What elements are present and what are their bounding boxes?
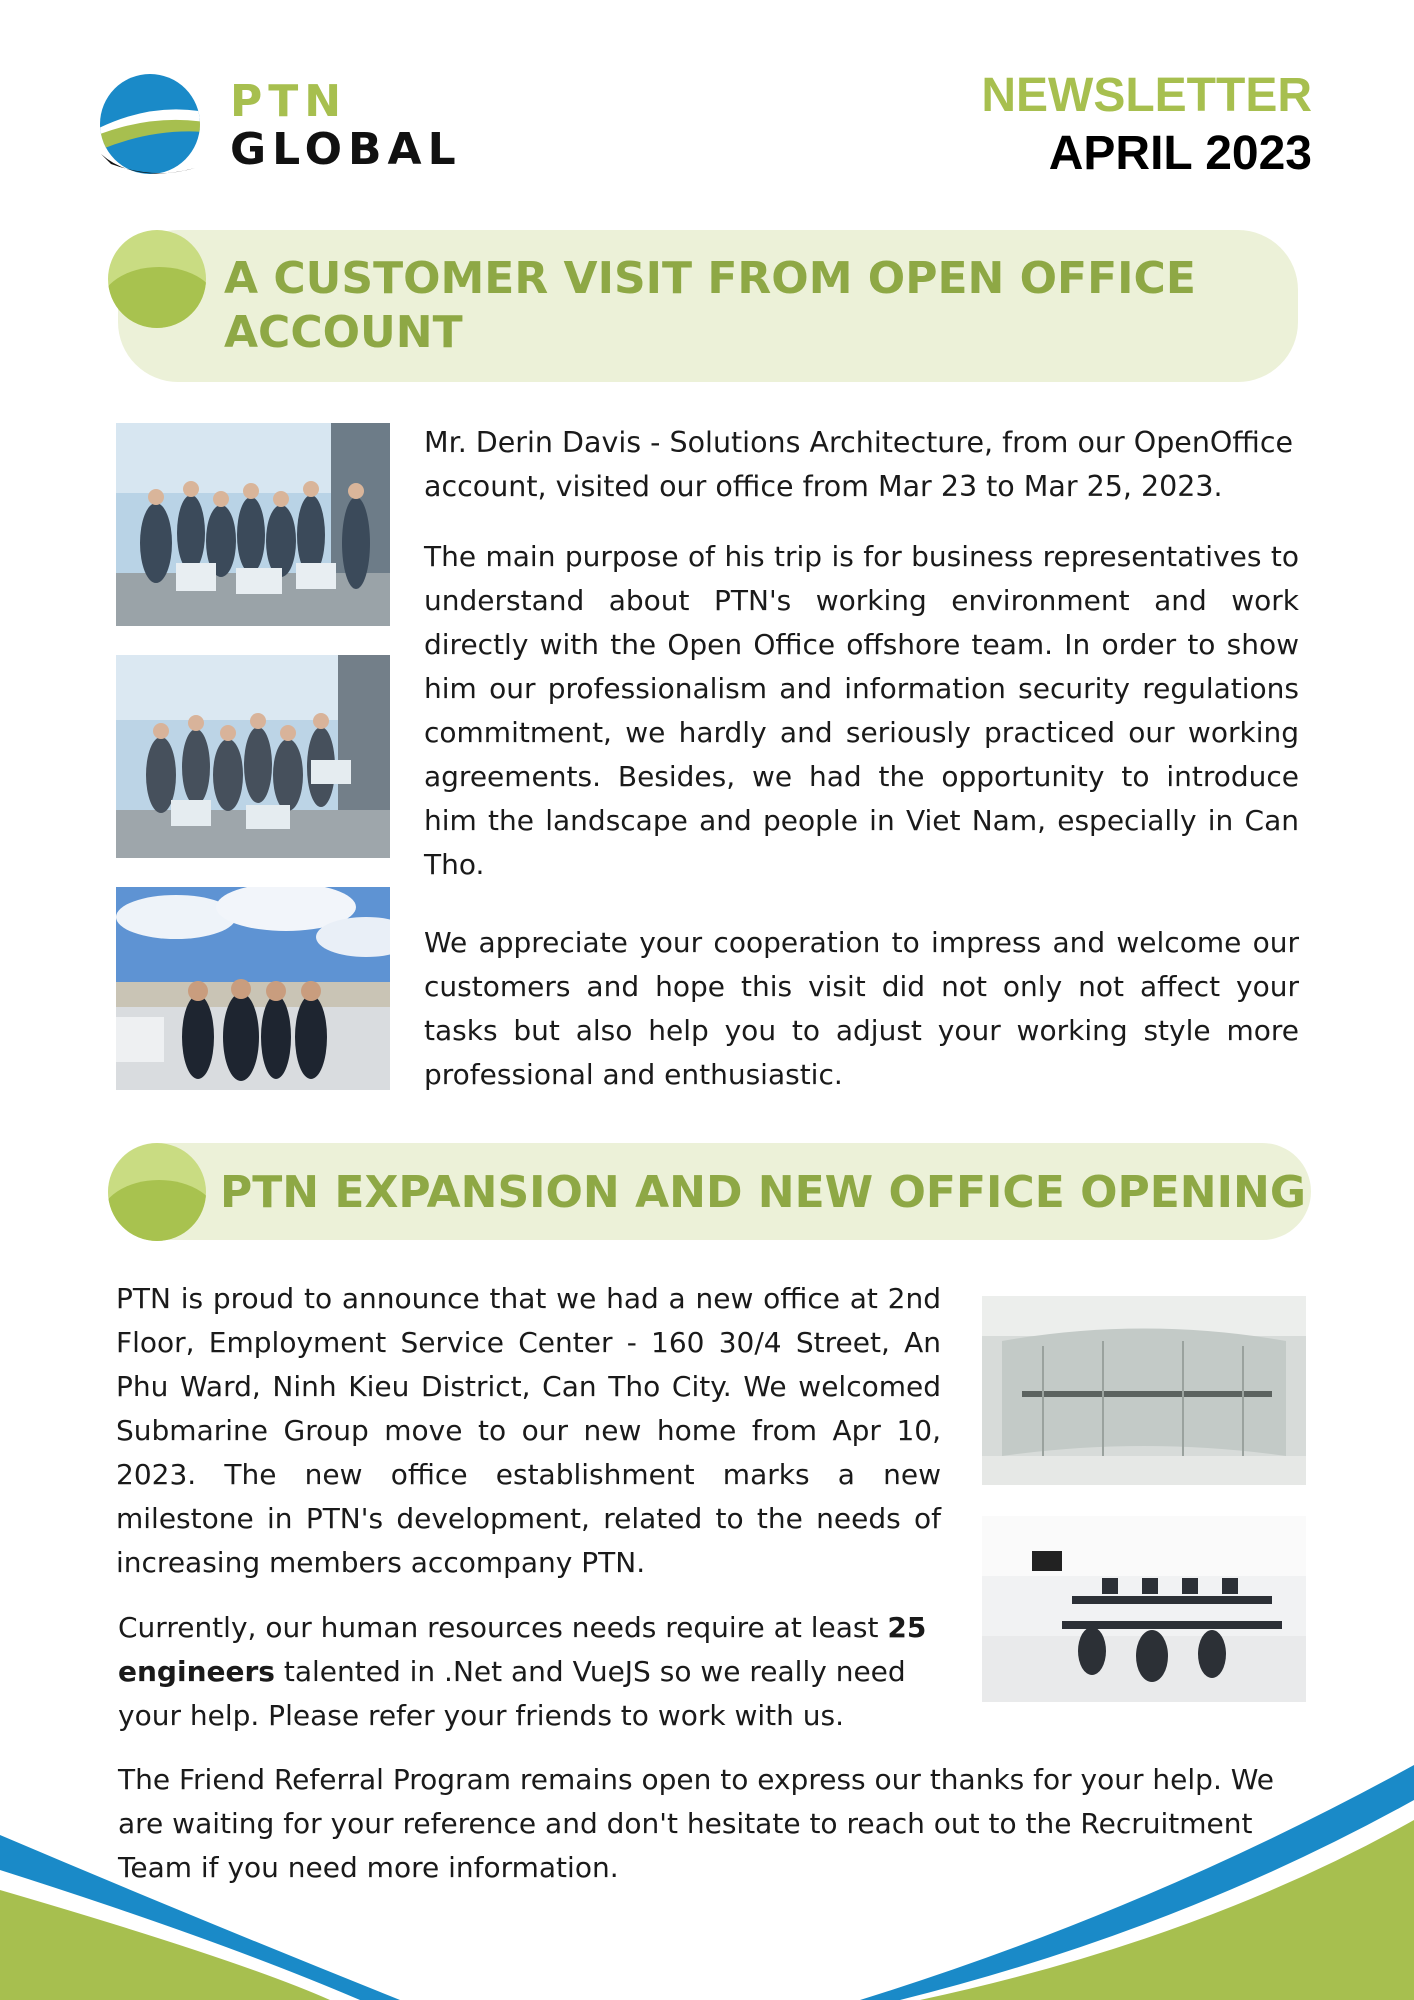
hiring-highlight: 25 engineers: [118, 1611, 927, 1688]
section1-banner-circle-icon: [108, 230, 206, 328]
section1-title: A CUSTOMER VISIT FROM OPEN OFFICE ACCOUNT: [224, 253, 1196, 358]
section1-appreciation: We appreciate your cooperation to impress and welcome our customers and hope this visit did not only not affect your tasks but also help you to adjust your working style more professional and enthusiastic.: [424, 926, 1299, 1091]
logo-global-text: GLOBAL: [230, 124, 462, 175]
section1-intro: Mr. Derin Davis - Solutions Architecture, from our OpenOffice account, visited our office from Mar 23 to Mar 25, 2023.: [424, 426, 1294, 503]
section2-referral: The Friend Referral Program remains open to express our thanks for your help. We are waiting for your reference and don't hesitate to reach out to the Recruitment Team if you need more information.: [118, 1763, 1275, 1884]
section2-banner-circle-icon: [108, 1143, 206, 1241]
team-photo-1: [116, 423, 390, 626]
newsletter-label: NEWSLETTER: [981, 69, 1312, 122]
visitor-group-photo: [116, 887, 390, 1090]
company-logo: [95, 72, 462, 192]
hiring-text-after: talented in .Net and VueJS so we really need your help. Please refer your friends to work with us.: [118, 1655, 906, 1732]
hiring-text-before: Currently, our human resources needs require at least: [118, 1611, 888, 1644]
logo-ptn-text: PTN: [230, 76, 348, 127]
section1-purpose: The main purpose of his trip is for business representatives to understand about PTN's working environment and work directly with the Open Office offshore team. In order to show him our professionalism and information security regulations commitment, we hardly and seriously practiced our working agreements. Besides, we had the opportunity to introduce him the landscape and people in Viet Nam, especially in Can Tho.: [424, 540, 1299, 881]
office-glass-wall-photo: [982, 1296, 1306, 1485]
globe-logo-icon: [95, 72, 205, 187]
issue-date: APRIL 2023: [1048, 127, 1312, 180]
section2-hiring: [118, 1606, 948, 1738]
office-workspace-photo: [982, 1516, 1306, 1702]
section2-announcement: PTN is proud to announce that we had a new office at 2nd Floor, Employment Service Center - 160 30/4 Street, An Phu Ward, Ninh Kieu District, Can Tho City. We welcomed Submarine Group move to our new home from Apr 10, 2023. The new office establishment marks a new milestone in PTN's development, related to the needs of increasing members accompany PTN.: [116, 1282, 941, 1579]
footer-wave-decoration: [0, 1740, 1414, 2000]
team-photo-2: [116, 655, 390, 858]
section2-title: PTN EXPANSION AND NEW OFFICE OPENING: [220, 1167, 1306, 1218]
